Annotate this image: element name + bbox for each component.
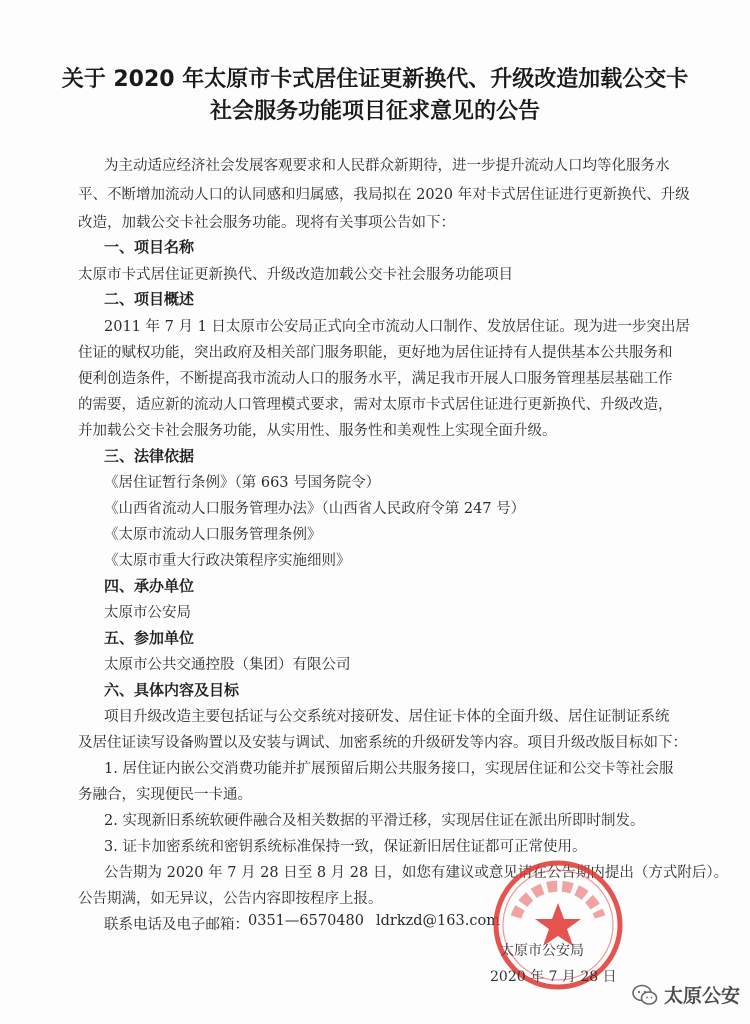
section-text-4: 太原市公安局 [104, 605, 191, 621]
section-text-6: 项目升级改造主要包括证与公交系统对接研发、居住证卡体的全面升级、居住证制证系统 [104, 709, 670, 725]
section-heading-5: 五、参加单位 [104, 629, 195, 647]
goal-item: 3. 证卡加密系统和密钥系统标准保持一致，保证新旧居住证都可正常使用。 [104, 839, 587, 855]
section-text-5: 太原市公共交通控股（集团）有限公司 [104, 657, 351, 673]
notice-period: 公告期满，如无异议，公告内容即按程序上报。 [78, 891, 383, 907]
section-heading-4: 四、承办单位 [104, 577, 195, 595]
section-text-2: 2011 年 7 月 1 日太原市公安局正式向全市流动人口制作、发放居住证。现为进一步突出居 [104, 319, 690, 335]
section-heading-3: 三、法律依据 [104, 447, 195, 465]
intro-line: 改造，加载公交卡社会服务功能。现将有关事项公告如下： [78, 215, 455, 231]
section-heading-1: 一、项目名称 [104, 238, 195, 256]
signature-date: 2020 年 7 月 28 日 [490, 969, 617, 985]
signature-org: 太原市公安局 [500, 943, 584, 959]
section-text-1: 太原市卡式居住证更新换代、升级改造加载公交卡社会服务功能项目 [78, 267, 513, 283]
document-title-line-2: 社会服务功能项目征求意见的公告 [209, 99, 540, 124]
intro-line: 平、不断增加流动人口的认同感和归属感，我局拟在 2020 年对卡式居住证进行更新换代、升级 [78, 187, 690, 203]
section-heading-2: 二、项目概述 [104, 290, 195, 308]
section-text-2: 并加载公交卡社会服务功能，从实用性、服务性和美观性上实现全面升级。 [78, 423, 557, 439]
law-item: 《太原市重大行政决策程序实施细则》 [104, 553, 351, 569]
section-text-2: 便利创造条件，不断提高我市流动人口的服务水平，满足我市开展人口服务管理基层基础工作 [78, 371, 673, 387]
law-item: 《居住证暂行条例》（第 663 号国务院令） [104, 475, 381, 491]
section-text-6: 及居住证读写设备购置以及安装与调试、加密系统的升级研发等内容。项目升级改版目标如下： [78, 735, 687, 751]
section-heading-6: 六、具体内容及目标 [104, 681, 240, 699]
section-text-2: 住证的赋权功能，突出政府及相关部门服务职能，更好地为居住证持有人提供基本公共服务和 [78, 345, 673, 361]
watermark [632, 981, 740, 1008]
goal-item: 2. 实现新旧系统软硬件融合及相关数据的平滑迁移，实现居住证在派出所即时制发。 [104, 813, 645, 829]
contact-phone: 0351—6570480 [248, 913, 364, 929]
contact-label: 联系电话及电子邮箱： [104, 917, 249, 933]
watermark-text: 太原公安 [663, 985, 740, 1007]
law-item: 《太原市流动人口服务管理条例》 [104, 527, 322, 543]
goal-item: 务融合，实现便民一卡通。 [78, 787, 252, 803]
intro-line: 为主动适应经济社会发展客观要求和人民群众新期待，进一步提升流动人口均等化服务水 [104, 158, 670, 174]
notice-period: 公告期为 2020 年 7 月 28 日至 8 月 28 日，如您有建议或意见请在公告期内提出（方式附后）。 [104, 865, 729, 881]
goal-item: 1. 居住证内嵌公交消费功能并扩展预留后期公共服务接口，实现居住证和公交卡等社会服 [104, 761, 674, 777]
section-text-2: 的需要，适应新的流动人口管理模式要求，需对太原市卡式居住证进行更新换代、升级改造， [78, 397, 673, 413]
wechat-icon [632, 984, 658, 1006]
document-title-line-1: 关于 2020 年太原市卡式居住证更新换代、升级改造加载公交卡 [61, 67, 689, 92]
contact-email: ldrkzd@163.com [376, 913, 500, 929]
law-item: 《山西省流动人口服务管理办法》（山西省人民政府令第 247 号） [104, 501, 526, 517]
